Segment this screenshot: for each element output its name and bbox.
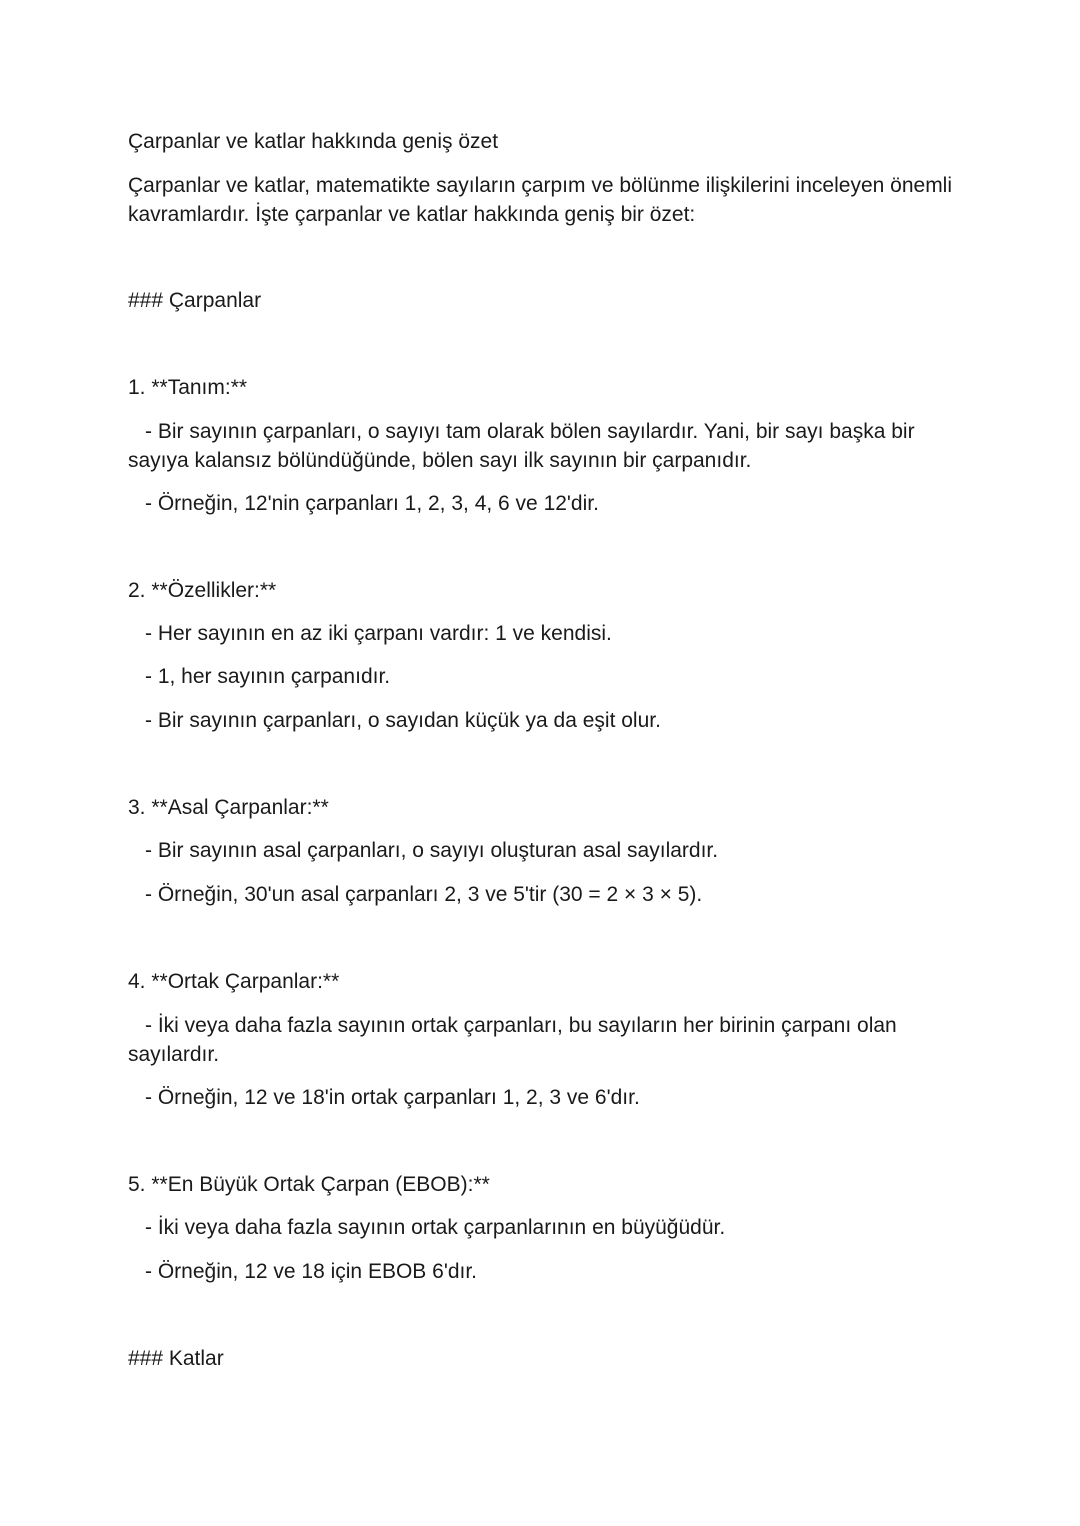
list-item: - Örneğin, 12'nin çarpanları 1, 2, 3, 4, 6 ve 12'dir. xyxy=(145,492,599,515)
list-item: - Örneğin, 12 ve 18 için EBOB 6'dır. xyxy=(145,1260,478,1283)
section-heading-asal-carpanlar: 3. **Asal Çarpanlar:** xyxy=(128,796,329,819)
list-item: - İki veya daha fazla sayının ortak çarpanları, bu sayıların her birinin çarpanı olan sayılardır. xyxy=(128,1014,897,1066)
list-item: - İki veya daha fazla sayının ortak çarpanlarının en büyüğüdür. xyxy=(145,1216,726,1239)
list-item: - 1, her sayının çarpanıdır. xyxy=(145,665,391,688)
list-item: - Her sayının en az iki çarpanı vardır: 1 ve kendisi. xyxy=(145,622,612,645)
intro-paragraph: Çarpanlar ve katlar, matematikte sayıların çarpım ve bölünme ilişkilerini inceleyen önemli kavramlardır. İşte çarpanlar ve katlar hakkında geniş bir özet: xyxy=(128,174,953,226)
section-heading-ebob: 5. **En Büyük Ortak Çarpan (EBOB):** xyxy=(128,1173,490,1196)
list-item: - Bir sayının çarpanları, o sayıdan küçük ya da eşit olur. xyxy=(145,709,661,732)
list-item: - Bir sayının çarpanları, o sayıyı tam olarak bölen sayılardır. Yani, bir sayı başka bir sayıya kalansız bölündüğünde, bölen sayı ilk sayının bir çarpanıdır. xyxy=(128,420,915,472)
document-title: Çarpanlar ve katlar hakkında geniş özet xyxy=(128,130,499,153)
section-heading-ortak-carpanlar: 4. **Ortak Çarpanlar:** xyxy=(128,970,340,993)
list-item: - Örneğin, 12 ve 18'in ortak çarpanları 1, 2, 3 ve 6'dır. xyxy=(145,1086,640,1109)
heading-katlar: ### Katlar xyxy=(128,1347,224,1370)
heading-carpanlar: ### Çarpanlar xyxy=(128,289,262,312)
section-heading-tanim: 1. **Tanım:** xyxy=(128,376,248,399)
list-item: - Bir sayının asal çarpanları, o sayıyı oluşturan asal sayılardır. xyxy=(145,839,719,862)
list-item: - Örneğin, 30'un asal çarpanları 2, 3 ve 5'tir (30 = 2 × 3 × 5). xyxy=(145,883,703,906)
section-heading-ozellikler: 2. **Özellikler:** xyxy=(128,579,277,602)
